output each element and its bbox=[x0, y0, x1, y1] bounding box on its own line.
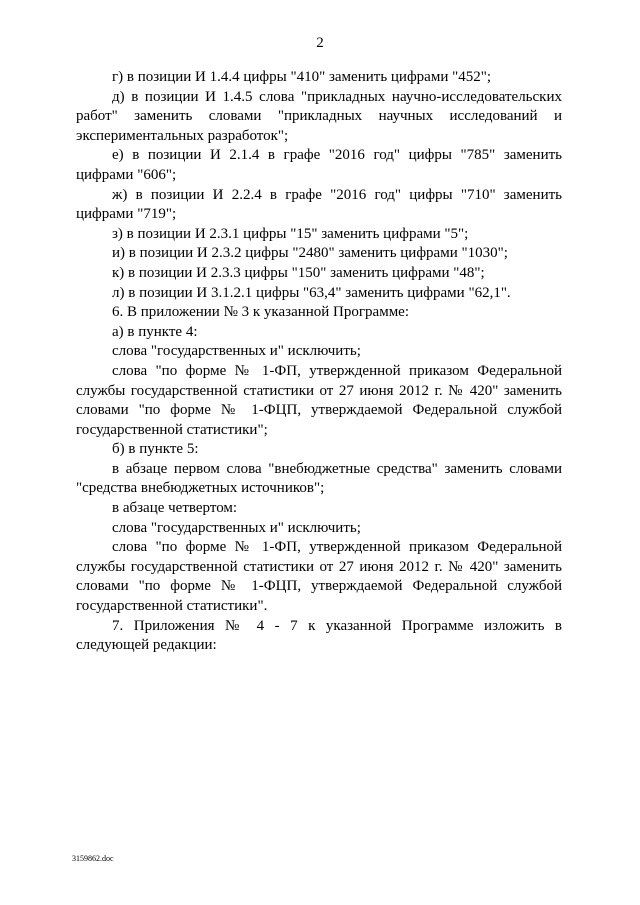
paragraph: 6. В приложении № 3 к указанной Программе: bbox=[112, 304, 410, 321]
paragraph: слова "по форме № 1-ФП, утвержденной приказом Федеральной службы государственной статистики от 27 июня 2012 г. № 420" заменить словами "по форме № 1-ФЦП, утверждаемой Федеральной службой государственной статистики"; bbox=[76, 362, 562, 438]
paragraph: к) в позиции И 2.3.3 цифры "150" заменить цифрами "48"; bbox=[112, 264, 485, 281]
paragraph: з) в позиции И 2.3.1 цифры "15" заменить цифрами "5"; bbox=[112, 225, 469, 242]
paragraph: слова "государственных и" исключить; bbox=[112, 343, 361, 360]
page-number: 2 bbox=[316, 35, 324, 51]
paragraph: г) в позиции И 1.4.4 цифры "410" заменить цифрами "452"; bbox=[112, 69, 492, 85]
paragraph: а) в пункте 4: bbox=[112, 323, 198, 340]
paragraph: слова "государственных и" исключить; bbox=[112, 519, 361, 536]
footer-filename: 3159862.doc bbox=[72, 854, 114, 863]
document-body bbox=[76, 68, 562, 656]
paragraph: б) в пункте 5: bbox=[112, 441, 199, 458]
paragraph: ж) в позиции И 2.2.4 в графе "2016 год" цифры "710" заменить цифрами "719"; bbox=[76, 186, 562, 223]
paragraph: е) в позиции И 2.1.4 в графе "2016 год" цифры "785" заменить цифрами "606"; bbox=[76, 147, 562, 183]
paragraph: в абзаце первом слова "внебюджетные средства" заменить словами "средства внебюджетных источников"; bbox=[76, 460, 562, 497]
paragraph: л) в позиции И 3.1.2.1 цифры "63,4" заменить цифрами "62,1". bbox=[112, 284, 511, 301]
paragraph: д) в позиции И 1.4.5 слова "прикладных научно-исследовательских работ" заменить словами "прикладных научных исследований и экспериментальных разработок"; bbox=[76, 88, 562, 144]
paragraph: 7. Приложения № 4 - 7 к указанной Программе изложить в следующей редакции: bbox=[76, 617, 562, 654]
paragraph: и) в позиции И 2.3.2 цифры "2480" заменить цифрами "1030"; bbox=[112, 245, 508, 262]
paragraph: в абзаце четвертом: bbox=[112, 500, 238, 517]
paragraph: слова "по форме № 1-ФП, утвержденной приказом Федеральной службы государственной статистики от 27 июня 2012 г. № 420" заменить словами "по форме № 1-ФЦП, утверждаемой Федеральной службой государственной статистики". bbox=[76, 539, 562, 615]
